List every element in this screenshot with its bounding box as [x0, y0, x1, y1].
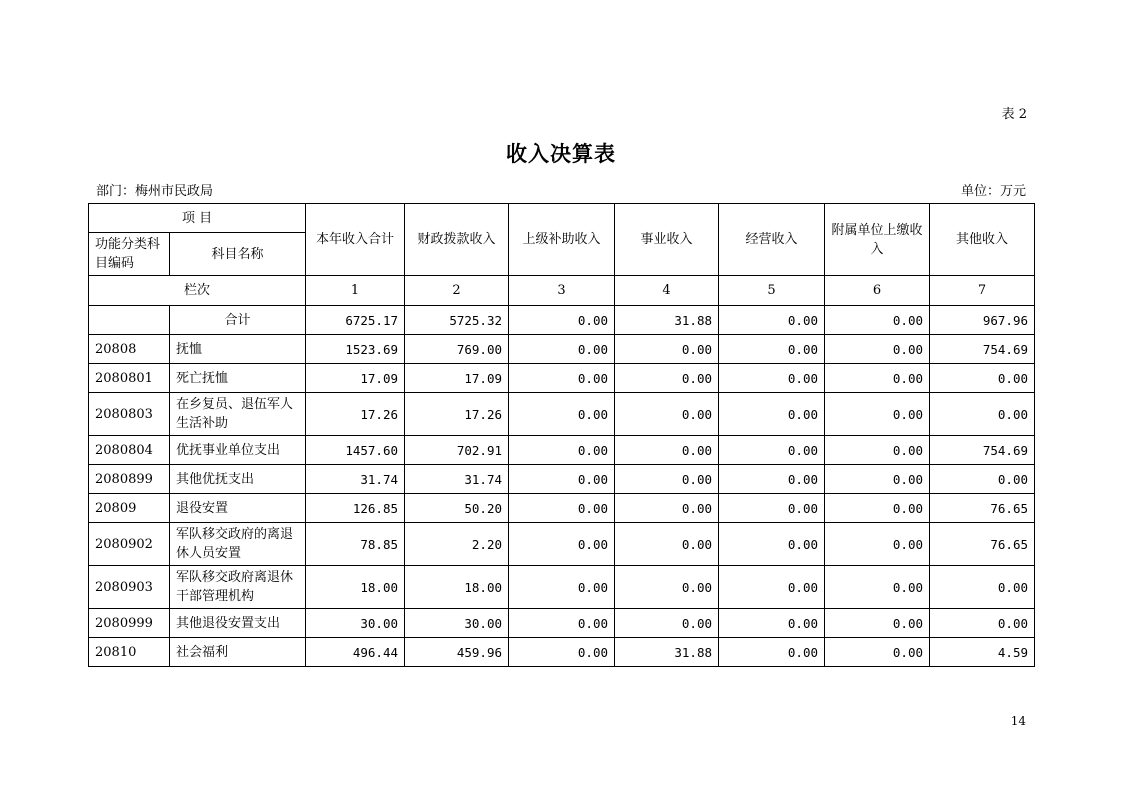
col-index: 3 — [509, 276, 615, 306]
value-cell: 0.00 — [930, 364, 1035, 393]
subject-name-cell: 其他优抚支出 — [170, 465, 306, 494]
table-row — [89, 566, 1035, 609]
func-code-cell: 20810 — [89, 638, 170, 667]
total-value: 0.00 — [825, 306, 930, 335]
value-cell: 769.00 — [405, 335, 509, 364]
value-cell: 0.00 — [509, 609, 615, 638]
col-index: 1 — [306, 276, 405, 306]
value-cell: 0.00 — [825, 609, 930, 638]
subject-name-cell: 退役安置 — [170, 494, 306, 523]
value-cell: 0.00 — [509, 638, 615, 667]
value-cell: 0.00 — [825, 436, 930, 465]
value-cell: 0.00 — [719, 566, 825, 609]
value-cell: 0.00 — [719, 335, 825, 364]
value-cell: 76.65 — [930, 494, 1035, 523]
value-cell: 0.00 — [615, 364, 719, 393]
value-cell: 754.69 — [930, 335, 1035, 364]
table-row — [89, 638, 1035, 667]
value-cell: 17.26 — [405, 393, 509, 436]
value-cell: 0.00 — [930, 393, 1035, 436]
value-cell: 0.00 — [615, 566, 719, 609]
func-code-cell: 20809 — [89, 494, 170, 523]
value-cell: 30.00 — [306, 609, 405, 638]
value-cell: 1523.69 — [306, 335, 405, 364]
col-index: 5 — [719, 276, 825, 306]
table-row — [89, 465, 1035, 494]
col-index: 2 — [405, 276, 509, 306]
subject-name-cell: 军队移交政府的离退休人员安置 — [170, 523, 306, 566]
value-cell: 0.00 — [719, 436, 825, 465]
col-header: 其他收入 — [930, 204, 1035, 276]
value-cell: 0.00 — [825, 364, 930, 393]
func-code-cell: 2080804 — [89, 436, 170, 465]
value-cell: 0.00 — [930, 609, 1035, 638]
value-cell: 0.00 — [719, 494, 825, 523]
value-cell: 0.00 — [509, 494, 615, 523]
value-cell: 0.00 — [615, 436, 719, 465]
col-header: 经营收入 — [719, 204, 825, 276]
value-cell: 76.65 — [930, 523, 1035, 566]
item-header: 项 目 — [89, 204, 306, 233]
value-cell: 0.00 — [719, 393, 825, 436]
subject-name-cell: 死亡抚恤 — [170, 364, 306, 393]
value-cell: 50.20 — [405, 494, 509, 523]
header-row — [89, 204, 1035, 233]
value-cell: 78.85 — [306, 523, 405, 566]
table-row — [89, 523, 1035, 566]
func-code-cell: 20808 — [89, 335, 170, 364]
table-row — [89, 494, 1035, 523]
value-cell: 0.00 — [615, 609, 719, 638]
value-cell: 0.00 — [719, 638, 825, 667]
table-row — [89, 335, 1035, 364]
value-cell: 0.00 — [825, 566, 930, 609]
unit-label: 单位：万元 — [960, 184, 1026, 199]
value-cell: 31.88 — [615, 638, 719, 667]
income-table — [88, 203, 1035, 667]
total-value: 0.00 — [509, 306, 615, 335]
value-cell: 0.00 — [825, 335, 930, 364]
value-cell: 4.59 — [930, 638, 1035, 667]
value-cell: 30.00 — [405, 609, 509, 638]
subject-name-cell: 军队移交政府离退休干部管理机构 — [170, 566, 306, 609]
page-number: 14 — [1010, 714, 1026, 728]
col-index-row — [89, 276, 1035, 306]
col-index: 6 — [825, 276, 930, 306]
value-cell: 0.00 — [825, 465, 930, 494]
col-header: 财政拨款收入 — [405, 204, 509, 276]
col-header: 本年收入合计 — [306, 204, 405, 276]
table-row — [89, 364, 1035, 393]
value-cell: 0.00 — [509, 364, 615, 393]
func-code-header: 功能分类科目编码 — [89, 233, 170, 276]
value-cell: 17.09 — [405, 364, 509, 393]
func-code-cell: 2080999 — [89, 609, 170, 638]
value-cell: 31.74 — [306, 465, 405, 494]
col-header: 附属单位上缴收入 — [825, 204, 930, 276]
value-cell: 0.00 — [825, 523, 930, 566]
col-index: 4 — [615, 276, 719, 306]
value-cell: 0.00 — [615, 494, 719, 523]
value-cell: 0.00 — [509, 335, 615, 364]
col-index: 7 — [930, 276, 1035, 306]
value-cell: 0.00 — [615, 465, 719, 494]
func-code-cell: 2080803 — [89, 393, 170, 436]
value-cell: 0.00 — [825, 494, 930, 523]
page-title: 收入决算表 — [506, 141, 616, 166]
table-number: 表 2 — [1001, 107, 1027, 122]
value-cell: 0.00 — [509, 566, 615, 609]
value-cell: 0.00 — [825, 393, 930, 436]
value-cell: 2.20 — [405, 523, 509, 566]
subject-name-cell: 其他退役安置支出 — [170, 609, 306, 638]
total-value: 5725.32 — [405, 306, 509, 335]
value-cell: 0.00 — [509, 436, 615, 465]
value-cell: 0.00 — [719, 523, 825, 566]
total-code-cell — [89, 306, 170, 335]
total-value: 31.88 — [615, 306, 719, 335]
subject-name-cell: 社会福利 — [170, 638, 306, 667]
func-code-cell: 2080899 — [89, 465, 170, 494]
value-cell: 496.44 — [306, 638, 405, 667]
total-value: 6725.17 — [306, 306, 405, 335]
value-cell: 702.91 — [405, 436, 509, 465]
value-cell: 0.00 — [825, 638, 930, 667]
total-label: 合计 — [170, 306, 306, 335]
value-cell: 18.00 — [306, 566, 405, 609]
subject-name-cell: 优抚事业单位支出 — [170, 436, 306, 465]
value-cell: 754.69 — [930, 436, 1035, 465]
value-cell: 0.00 — [615, 393, 719, 436]
col-header: 上级补助收入 — [509, 204, 615, 276]
table-row — [89, 393, 1035, 436]
department-label: 部门：梅州市民政局 — [96, 184, 214, 199]
subject-name-cell: 在乡复员、退伍军人生活补助 — [170, 393, 306, 436]
func-code-cell: 2080902 — [89, 523, 170, 566]
value-cell: 0.00 — [509, 393, 615, 436]
table-row — [89, 609, 1035, 638]
total-row — [89, 306, 1035, 335]
col-header: 事业收入 — [615, 204, 719, 276]
value-cell: 0.00 — [615, 523, 719, 566]
value-cell: 17.26 — [306, 393, 405, 436]
table-row — [89, 436, 1035, 465]
func-code-cell: 2080903 — [89, 566, 170, 609]
value-cell: 0.00 — [719, 364, 825, 393]
subject-name-header: 科目名称 — [170, 233, 306, 276]
value-cell: 0.00 — [509, 523, 615, 566]
total-value: 967.96 — [930, 306, 1035, 335]
value-cell: 0.00 — [719, 609, 825, 638]
value-cell: 0.00 — [719, 465, 825, 494]
value-cell: 17.09 — [306, 364, 405, 393]
value-cell: 18.00 — [405, 566, 509, 609]
value-cell: 0.00 — [509, 465, 615, 494]
value-cell: 459.96 — [405, 638, 509, 667]
value-cell: 126.85 — [306, 494, 405, 523]
value-cell: 1457.60 — [306, 436, 405, 465]
value-cell: 31.74 — [405, 465, 509, 494]
total-value: 0.00 — [719, 306, 825, 335]
value-cell: 0.00 — [615, 335, 719, 364]
col-index-label: 栏次 — [89, 276, 306, 306]
value-cell: 0.00 — [930, 465, 1035, 494]
func-code-cell: 2080801 — [89, 364, 170, 393]
subject-name-cell: 抚恤 — [170, 335, 306, 364]
value-cell: 0.00 — [930, 566, 1035, 609]
